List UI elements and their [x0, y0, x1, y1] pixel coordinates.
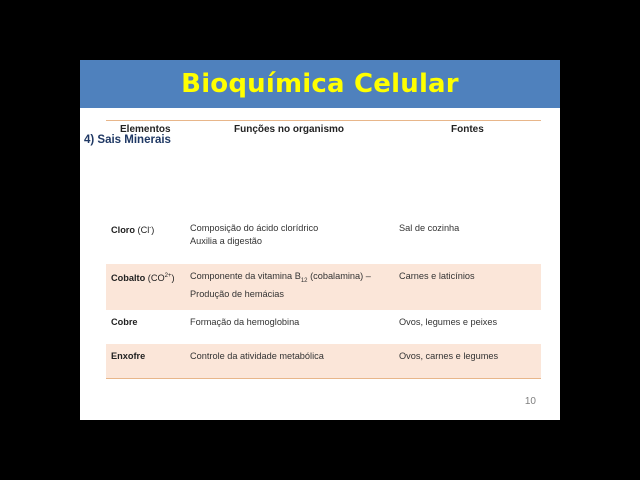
row-source: Carnes e laticínios — [399, 271, 475, 281]
row-source: Ovos, carnes e legumes — [399, 351, 499, 361]
header-fontes: Fontes — [451, 124, 484, 135]
row-source: Sal de cozinha — [399, 223, 460, 233]
row-element: Enxofre — [111, 351, 146, 361]
row-element: Cobre — [111, 317, 138, 327]
row-function: Controle da atividade metabólica — [190, 351, 324, 361]
row-function: Formação da hemoglobina — [190, 317, 300, 327]
section-subtitle: 4) Sais Minerais — [84, 134, 171, 146]
row-function: Componente da vitamina $B_{12}$ (cobalamina) – Produção de hemácias — [190, 271, 371, 299]
table-row — [106, 344, 541, 378]
header-elementos: Elementos — [120, 124, 171, 135]
table-top-rule — [106, 120, 541, 121]
table-row — [106, 264, 541, 310]
row-source: Ovos, legumes e peixes — [399, 317, 498, 327]
page-number: 10 — [524, 396, 536, 407]
header-funcoes: Funções no organismo — [234, 124, 345, 135]
slide — [80, 60, 560, 420]
slide-title: Bioquímica Celular — [181, 69, 459, 99]
row-element: Cobalto $(CO^{2+})$ — [111, 273, 175, 284]
table-row — [106, 216, 541, 260]
title-banner — [80, 60, 560, 108]
row-element: Cloro (Cl-) — [111, 225, 155, 236]
table-bottom-rule — [106, 378, 541, 379]
table-row — [106, 310, 541, 344]
row-function: Composição do ácido clorídrico Auxilia a digestão — [190, 223, 319, 246]
